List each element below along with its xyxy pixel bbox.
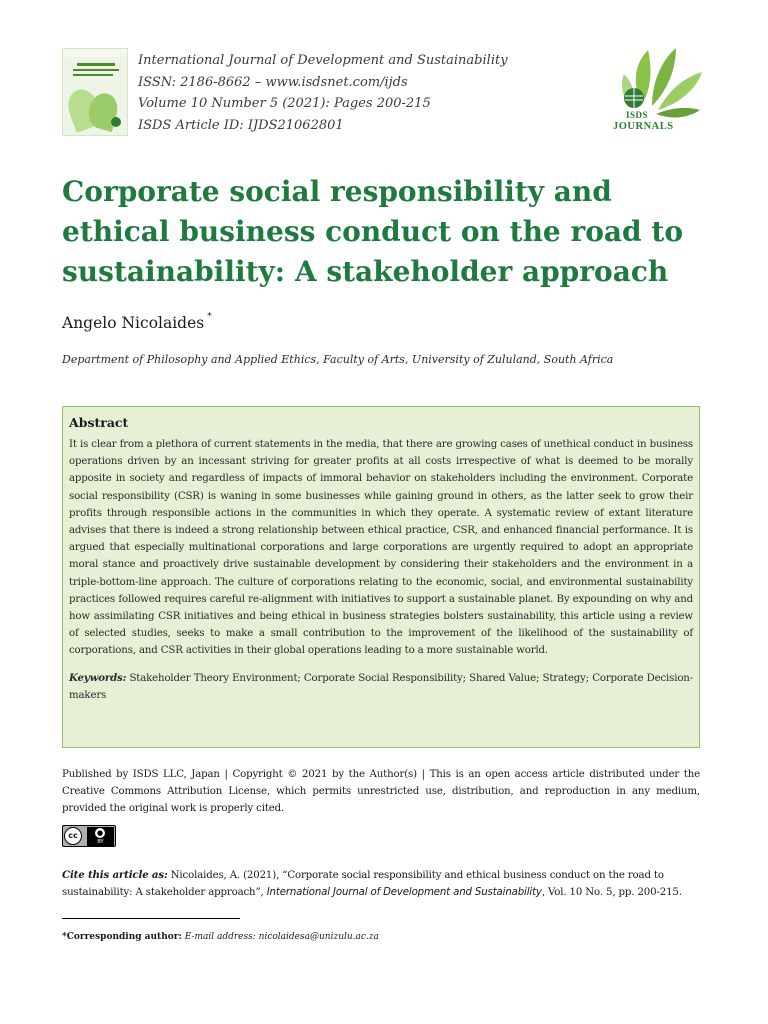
- volume-line: Volume 10 Number 5 (2021): Pages 200-215: [138, 96, 431, 111]
- attribution-person-icon: ●: [96, 829, 104, 837]
- cc-icon: cc: [64, 827, 82, 845]
- citation-label: Cite this article as:: [62, 869, 168, 881]
- footnote-rule: [62, 918, 240, 919]
- article-id-line: ISDS Article ID: IJDS21062801: [138, 117, 344, 133]
- author-name: Angelo Nicolaides: [62, 314, 205, 332]
- logo-text-isds: ISDS: [625, 110, 648, 120]
- affiliation: Department of Philosophy and Applied Ethics, Faculty of Arts, University of Zululand, South Africa: [62, 353, 614, 366]
- email-label: E-mail address:: [184, 932, 256, 942]
- abstract-box: [62, 406, 700, 748]
- logo-text-journals: JOURNALS: [613, 121, 674, 132]
- corresponding-label: *Corresponding author:: [62, 932, 182, 942]
- citation-text: Nicolaides, A. (2021), “Corporate social responsibility and ethical business conduct on the road to sustainability: A stakeholder approach”,: [62, 870, 664, 898]
- publication-notice: Published by ISDS LLC, Japan | Copyright © 2021 by the Author(s) | This is an open access article distributed under the Creative Commons Attribution License, which permits unrestricted use, distribution, and reproduction in any medium, provided the original work is properly cited.: [62, 769, 700, 814]
- author-mark: *: [207, 312, 212, 322]
- journal-name: International Journal of Development and Sustainability: [138, 53, 508, 68]
- keywords: [69, 670, 693, 704]
- citation: [62, 867, 706, 901]
- email-link[interactable]: nicolaidesa@unizulu.ac.za: [258, 932, 379, 942]
- article-title: Corporate social responsibility and ethical business conduct on the road to sustainability: A stakeholder approach: [62, 175, 683, 288]
- keywords-text: Stakeholder Theory Environment; Corporate Social Responsibility; Shared Value; Strategy; Corporate Decision-makers: [69, 672, 694, 701]
- journal-info: [138, 50, 508, 136]
- corresponding-author-note: [62, 932, 379, 942]
- issn-line: ISSN: 2186-8662 – www.isdsnet.com/ijds: [138, 74, 408, 90]
- journal-cover-thumbnail: [62, 48, 128, 136]
- abstract-body: It is clear from a plethora of current statements in the media, that there are growing cases of unethical conduct in business operations driven by an incessant striving for greater profits at all costs irrespective of what is deemed to be morally apposite in society and regardless of impacts of immoral behavior on stakeholders including the environment. Corporate social responsibility (CSR) is waning in some businesses while gaining ground in others, as the latter seek to grow their profits through responsible actions in the communities in which they operate. A systematic review of extant literature advises that there is indeed a strong relationship between ethical practice, CSR, and enhanced financial performance. It is argued that especially multinational corporations and large corporations are urgently required to adopt an appropriate moral stance and proactively drive sustainable development by considering their stakeholders and the environment in a triple-bottom-line approach. The culture of corporations relating to the economic, social, and environmental sustainability practices followed requires careful re-alignment with initiatives to support a sustainable planet. By expounding on why and how assimilating CSR initiatives and being ethical in business strategies bolsters sustainability, this article using a review of selected studies, seeks to make a small contribution to the improvement of the likelihood of the sustainability of corporations, and CSR activities in their global operations leading to a more sustainable world.: [69, 439, 693, 657]
- author: [62, 314, 212, 332]
- citation-volume: , Vol. 10 No. 5, pp. 200-215.: [541, 887, 682, 898]
- by-label: BY: [87, 839, 114, 846]
- cc-by-license-badge[interactable]: [62, 825, 116, 847]
- citation-journal: International Journal of Development and Sustainability: [266, 887, 542, 898]
- keywords-label: Keywords:: [69, 671, 127, 684]
- abstract-heading: Abstract: [69, 415, 129, 430]
